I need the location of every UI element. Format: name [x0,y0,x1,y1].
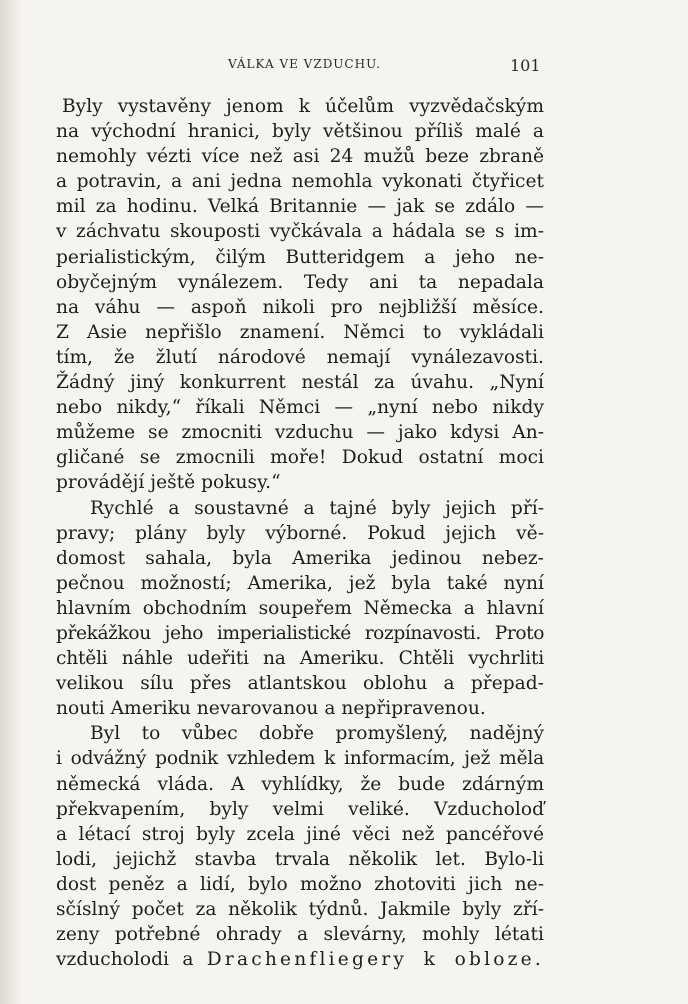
text-line: domost sahala, byla Amerika jedinou nebez- [56,547,544,569]
text-line: v záchvatu skouposti vyčkávala a hádala se s im- [56,221,544,243]
text-line: a létací stroj byly zcela jiné věci než pancéřové [56,823,544,845]
text-line: na východní hranici, byly většinou příliš malé a [56,121,544,143]
text-line: překvapením, byly velmi veliké. Vzducholoď [56,798,544,820]
text-line: tím, že žlutí národové nemají vynálezavosti. [56,346,544,368]
text-line: i odvážný podnik vzhledem k informacím, jež měla [56,748,544,770]
text-line: Žádný jiný konkurrent nestál za úvahu. „Nyní [56,372,544,394]
text-line: lodi, jejichž stavba trvala několik let. Bylo-li [56,848,544,870]
text-line: dost peněz a lidí, bylo možno zhotoviti jich ne- [56,873,544,895]
text-line: na váhu — aspoň nikoli pro nejbližší měsíce. [56,296,544,318]
text-line: sčíslný počet za několik týdnů. Jakmile byly zří- [56,899,544,920]
text-line: nemohly vézti více než asi 24 mužů beze zbraně [56,146,544,168]
text-line: chtěli náhle udeřiti na Ameriku. Chtěli vychrliti [56,648,544,670]
text-line: velikou sílu přes atlantskou oblohu a přepad- [56,673,544,695]
text-line: Byly vystavěny jenom k účelům vyzvědačským [62,96,544,117]
text-line: gličané se zmocnili moře! Dokud ostatní moci [56,447,544,469]
text-line: Rychlé a soustavné a tajné byly jejich pří- [90,497,544,519]
text-line: pravy; plány byly výborné. Pokud jejich vě- [56,522,544,544]
text-line: nebo nikdy,“ říkali Němci — „nyní nebo nikdy [56,397,544,419]
final-line-spaced-word: Drachenflieger [206,949,394,971]
page-gutter-shadow [0,0,22,1004]
text-line: překážkou jeho imperialistické rozpínavosti. Proto [56,622,544,644]
text-line: obyčejným vynálezem. Tedy ani ta nepadala [56,271,544,293]
text-line: německá vláda. A vyhlídky, že bude zdárným [56,773,544,795]
running-head: VÁLKA VE VZDUCHU. [228,57,381,71]
body-text [56,94,544,972]
text-line: Z Asie nepřišlo znamení. Němci to vykládali [56,321,544,343]
text-line: mil za hodinu. Velká Britannie — jak se zdálo — [56,196,544,218]
text-line: a potravin, a ani jedna nemohla vykonati čtyřicet [56,171,544,193]
text-line: nouti Ameriku nevarovanou a nepřipravenou. [56,698,486,720]
text-line-final [56,947,544,972]
text-line: zeny potřebné ohrady a slevárny, mohly létati [56,924,544,946]
text-line: můžeme se zmocniti vzduchu — jako kdysi An- [56,422,544,444]
final-line-start: vzducholodi a [56,949,207,971]
text-line: provádějí ještě pokusy.“ [56,472,281,494]
text-line: perialistickým, čilým Butteridgem a jeho ne- [56,246,544,268]
text-line: hlavním obchodním soupeřem Německa a hlavní [56,597,544,619]
text-line: pečnou možností; Amerika, jež byla také nyní [56,572,544,594]
final-line-end: y k obloze. [393,949,544,971]
page-number: 101 [510,56,541,75]
text-line: Byl to vůbec dobře promyšlený, nadějný [90,723,544,745]
